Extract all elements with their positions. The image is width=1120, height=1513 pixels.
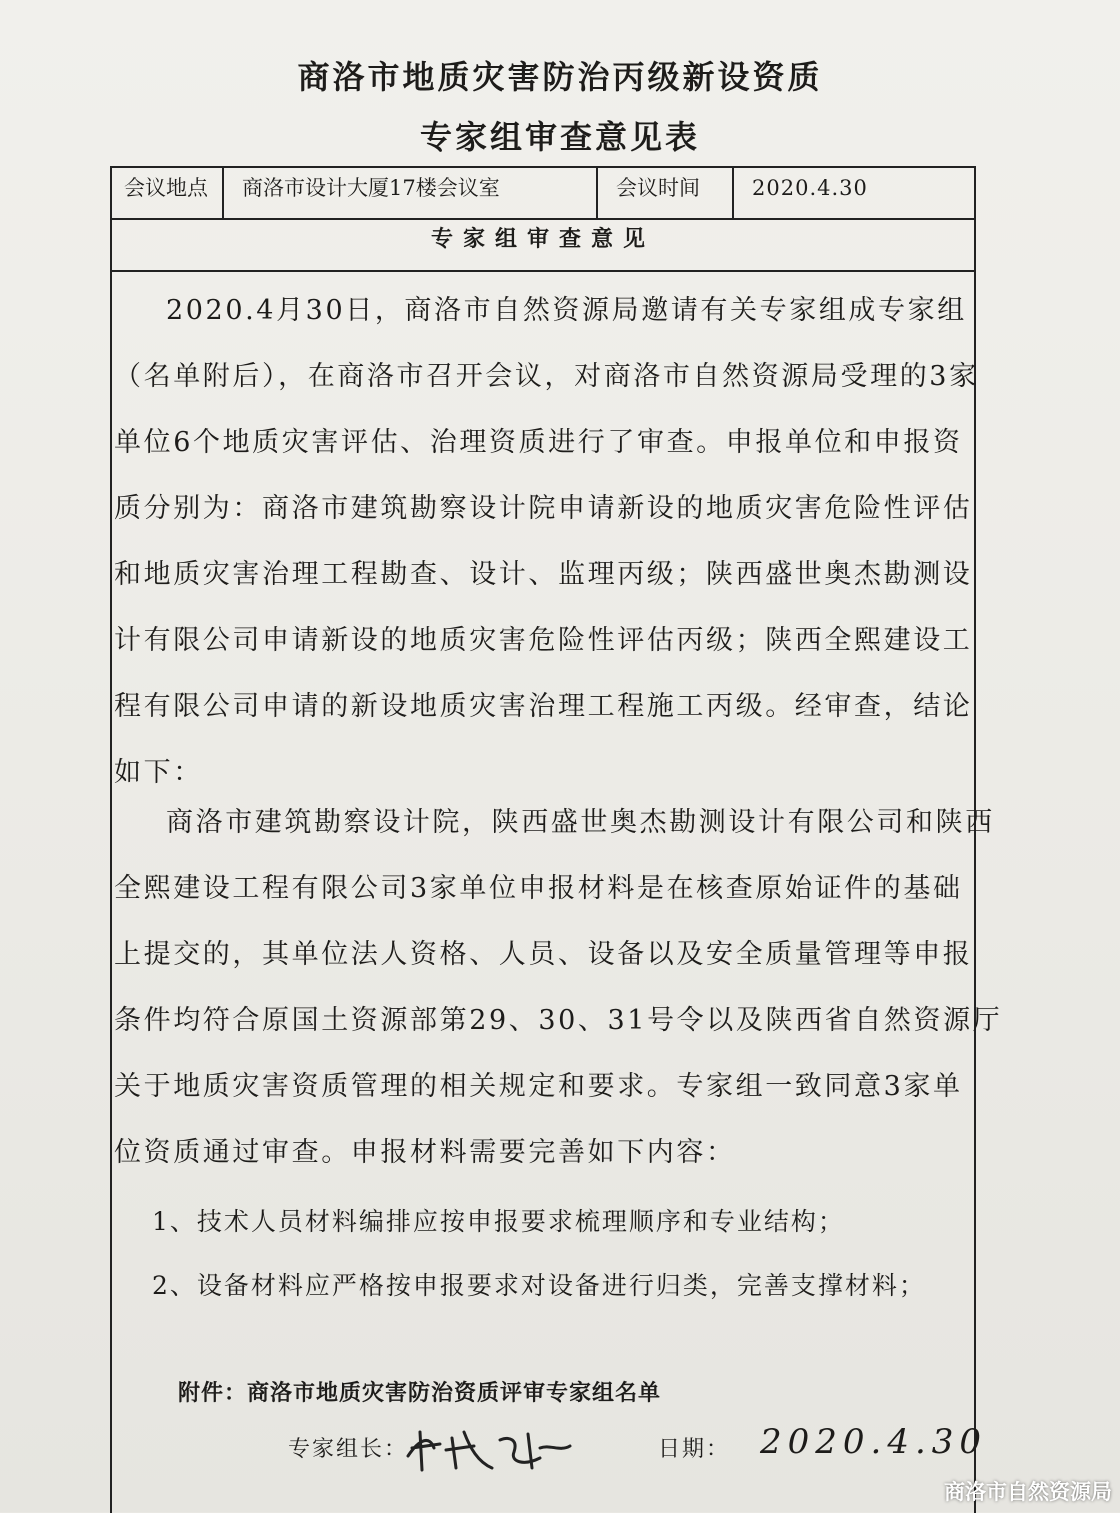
document-subtitle: 专家组审查意见表: [419, 118, 700, 156]
time-value: 2020.4.30: [752, 176, 868, 200]
handwritten-signature: [400, 1418, 580, 1478]
source-watermark: 商洛市自然资源局: [944, 1480, 1112, 1504]
paragraph2-line: 全熙建设工程有限公司3家单位申报材料是在核查原始证件的基础: [114, 873, 963, 904]
paragraph1-line: 和地质灾害治理工程勘查、设计、监理丙级；陕西盛世奥杰勘测设: [114, 559, 973, 590]
paragraph1-line: 单位6个地质灾害评估、治理资质进行了审查。申报单位和申报资: [114, 427, 963, 458]
paragraph2-line: 关于地质灾害资质管理的相关规定和要求。专家组一致同意3家单: [114, 1071, 963, 1102]
paragraph2-line: 条件均符合原国土资源部第29、30、31号令以及陕西省自然资源厅: [114, 1005, 1003, 1036]
review-form-table: [110, 166, 1003, 1513]
paragraph1-line: 程有限公司申请的新设地质灾害治理工程施工丙级。经审查，结论: [114, 691, 973, 722]
paragraph2-line: 位资质通过审查。申报材料需要完善如下内容：: [114, 1137, 736, 1168]
paragraph1-line: 质分别为：商洛市建筑勘察设计院申请新设的地质灾害危险性评估: [114, 493, 973, 524]
paragraph1-line: 如下：: [114, 757, 203, 788]
location-label: 会议地点: [124, 176, 208, 200]
meeting-info-row: [112, 168, 974, 220]
location-value: 商洛市设计大厦17楼会议室: [242, 176, 500, 200]
attachment-note: 附件：商洛市地质灾害防治资质评审专家组名单: [178, 1381, 662, 1406]
leader-label: 专家组长：: [288, 1437, 409, 1462]
section-heading: 专家组审查意见: [430, 227, 655, 252]
section-heading-row: [112, 220, 974, 272]
paragraph1-line: 计有限公司申请新设的地质灾害危险性评估丙级；陕西全熙建设工: [114, 625, 973, 656]
paragraph2-line: 上提交的，其单位法人资格、人员、设备以及安全质量管理等申报: [114, 939, 973, 970]
paragraph2-line: 商洛市建筑勘察设计院，陕西盛世奥杰勘测设计有限公司和陕西: [166, 807, 995, 838]
paragraph1-line: 2020.4月30日，商洛市自然资源局邀请有关专家组成专家组: [166, 295, 967, 326]
document-title: 商洛市地质灾害防治丙级新设资质: [297, 58, 823, 96]
requirement-item: 2、设备材料应严格按申报要求对设备进行归类，完善支撑材料；: [152, 1271, 926, 1300]
handwritten-date: 2020.4.30: [760, 1422, 988, 1462]
paragraph1-line: （名单附后），在商洛市召开会议，对商洛市自然资源局受理的3家: [114, 361, 979, 392]
requirement-item: 1、技术人员材料编排应按申报要求梳理顺序和专业结构；: [152, 1207, 845, 1236]
date-label: 日期：: [658, 1437, 731, 1462]
time-label: 会议时间: [616, 176, 700, 200]
